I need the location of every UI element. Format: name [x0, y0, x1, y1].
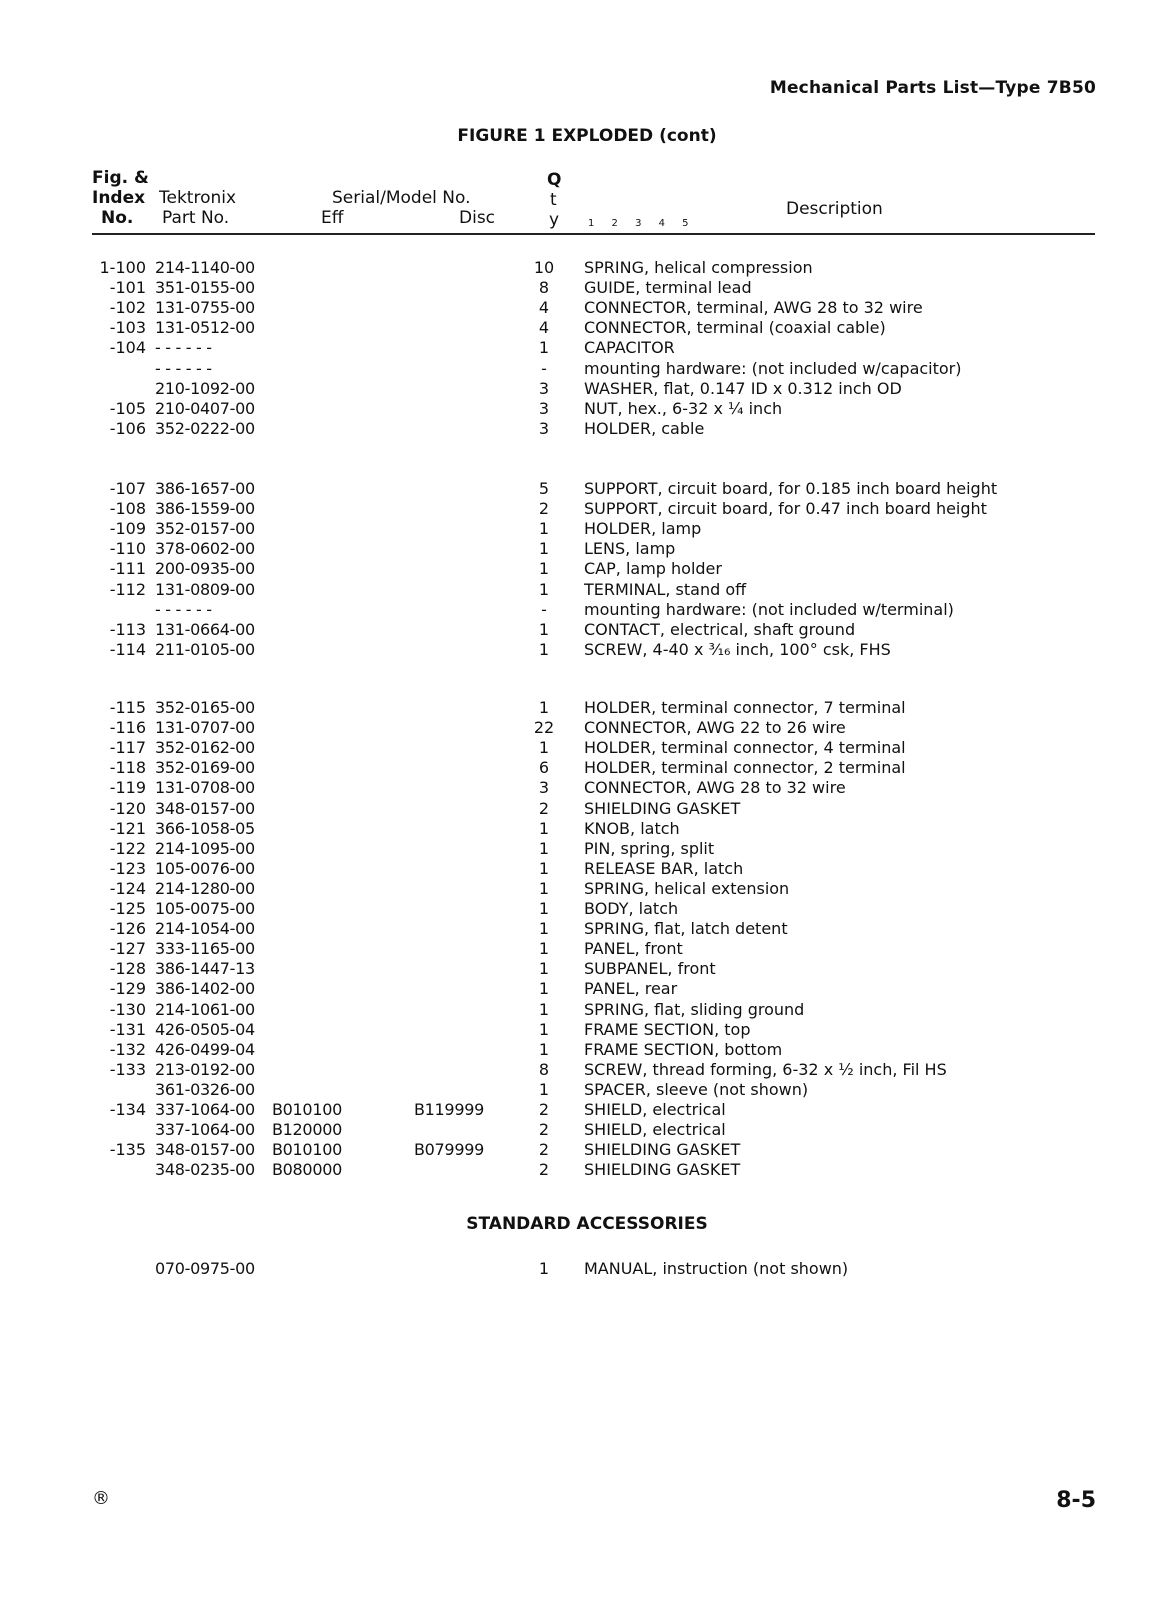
- part-number: 200-0935-00: [155, 559, 255, 579]
- table-row: [0, 539, 1174, 559]
- table-row: [0, 1160, 1174, 1180]
- quantity: 3: [538, 418, 550, 438]
- quantity: 1: [538, 639, 550, 659]
- table-row: [0, 859, 1174, 879]
- quantity: 2: [538, 1100, 550, 1119]
- index-number: -110: [109, 539, 146, 559]
- table-row: [0, 298, 1174, 318]
- index-number: -112: [109, 579, 146, 599]
- index-number: -103: [109, 318, 146, 338]
- quantity: 1: [538, 939, 550, 959]
- index-number: -135: [109, 1140, 146, 1160]
- quantity: 22: [533, 718, 555, 738]
- index-number: -109: [109, 519, 146, 539]
- part-number: 214-1054-00: [155, 919, 255, 939]
- table-row: [0, 640, 1174, 660]
- part-number: 352-0162-00: [155, 738, 255, 758]
- description: LENS, lamp: [584, 539, 676, 559]
- part-number: 131-0755-00: [155, 298, 255, 318]
- table-row: [0, 620, 1174, 640]
- part-number: - - - - - -: [155, 599, 212, 619]
- table-row: [0, 919, 1174, 939]
- part-number: 131-0664-00: [155, 619, 255, 639]
- part-number: 105-0076-00: [155, 858, 255, 878]
- description: RELEASE BAR, latch: [584, 858, 744, 878]
- description: BODY, latch: [584, 899, 679, 918]
- part-number: 348-0157-00: [155, 1140, 255, 1160]
- table-row: [0, 419, 1174, 439]
- table-row: [0, 318, 1174, 338]
- index-number: -119: [109, 778, 146, 798]
- part-number: 131-0512-00: [155, 318, 255, 338]
- table-row: [0, 879, 1174, 899]
- description: CONTACT, electrical, shaft ground: [584, 619, 856, 639]
- quantity: 1: [538, 1039, 550, 1059]
- part-number: 348-0235-00: [155, 1160, 255, 1180]
- header-part-no: Part No.: [162, 208, 230, 228]
- table-row: [0, 1000, 1174, 1020]
- part-number: 131-0809-00: [155, 579, 255, 599]
- table-row: [0, 1120, 1174, 1140]
- description: HOLDER, lamp: [584, 519, 702, 539]
- table-row: [0, 778, 1174, 798]
- description: GUIDE, terminal lead: [584, 278, 752, 298]
- index-number: -126: [109, 919, 146, 939]
- part-number: 131-0707-00: [155, 718, 255, 738]
- quantity: -: [541, 599, 547, 619]
- description: HOLDER, cable: [584, 418, 705, 438]
- description: TERMINAL, stand off: [584, 579, 747, 599]
- description: SPRING, flat, latch detent: [584, 919, 788, 939]
- part-number: 214-1061-00: [155, 999, 255, 1019]
- part-number: 070-0975-00: [155, 1259, 255, 1278]
- table-row: [0, 799, 1174, 819]
- description: MANUAL, instruction (not shown): [584, 1259, 849, 1278]
- quantity: 1: [538, 999, 550, 1019]
- description: PANEL, front: [584, 939, 683, 959]
- index-number: -111: [109, 559, 146, 579]
- quantity: 1: [538, 1019, 550, 1039]
- quantity: 2: [538, 798, 550, 818]
- quantity: 4: [538, 298, 550, 318]
- part-number: 213-0192-00: [155, 1059, 255, 1079]
- part-number: 337-1064-00: [155, 1120, 255, 1140]
- description: mounting hardware: (not included w/capacitor): [584, 358, 962, 378]
- quantity: -: [541, 358, 547, 378]
- quantity: 3: [538, 378, 550, 398]
- index-number: -115: [109, 698, 146, 717]
- part-number: 386-1447-13: [155, 959, 255, 979]
- index-number: -127: [109, 939, 146, 959]
- description: CONNECTOR, terminal, AWG 28 to 32 wire: [584, 298, 923, 318]
- index-number: -114: [109, 639, 146, 659]
- index-number: -106: [109, 418, 146, 438]
- quantity: 3: [538, 398, 550, 418]
- quantity: 1: [538, 519, 550, 539]
- index-number: -116: [109, 718, 146, 738]
- description: FRAME SECTION, top: [584, 1019, 751, 1039]
- table-row: [0, 1080, 1174, 1100]
- quantity: 2: [538, 1140, 550, 1160]
- part-number: 366-1058-05: [155, 818, 255, 838]
- part-number: 386-1657-00: [155, 479, 255, 498]
- table-row: [0, 718, 1174, 738]
- serial-eff: B010100: [272, 1100, 342, 1119]
- index-number: -102: [109, 298, 146, 318]
- table-row: [0, 1100, 1174, 1120]
- description: HOLDER, terminal connector, 4 terminal: [584, 738, 906, 758]
- quantity: 2: [538, 499, 550, 519]
- header-disc: Disc: [459, 208, 496, 228]
- part-number: 426-0499-04: [155, 1039, 255, 1059]
- figure-title: FIGURE 1 EXPLODED (cont): [457, 126, 717, 146]
- description: SUBPANEL, front: [584, 959, 716, 979]
- description: mounting hardware: (not included w/terminal): [584, 599, 954, 619]
- part-number: 131-0708-00: [155, 778, 255, 798]
- header-index-line2: Index: [92, 188, 146, 208]
- description: WASHER, flat, 0.147 ID x 0.312 inch OD: [584, 378, 902, 398]
- serial-eff: B080000: [272, 1160, 342, 1180]
- table-row: [0, 580, 1174, 600]
- quantity: 1: [538, 979, 550, 999]
- quantity: 8: [538, 1059, 550, 1079]
- part-number: 361-0326-00: [155, 1079, 255, 1099]
- description: SUPPORT, circuit board, for 0.47 inch board height: [584, 499, 987, 519]
- description: SCREW, thread forming, 6-32 x ½ inch, Fil HS: [584, 1059, 947, 1079]
- index-number: -108: [109, 499, 146, 519]
- quantity: 1: [538, 919, 550, 939]
- description: SPRING, flat, sliding ground: [584, 999, 805, 1019]
- serial-eff: B010100: [272, 1140, 342, 1160]
- quantity: 1: [538, 878, 550, 898]
- index-number: -113: [109, 619, 146, 639]
- part-number: 214-1140-00: [155, 258, 255, 277]
- description: CONNECTOR, AWG 28 to 32 wire: [584, 778, 846, 798]
- index-number: -124: [109, 878, 146, 898]
- description: PIN, spring, split: [584, 838, 715, 858]
- header-tektronix: Tektronix: [159, 188, 237, 208]
- description: SHIELDING GASKET: [584, 1160, 741, 1180]
- table-row: [0, 338, 1174, 358]
- quantity: 1: [538, 738, 550, 758]
- table-row: [0, 379, 1174, 399]
- footer-symbol: ®: [92, 1488, 110, 1509]
- description: SHIELD, electrical: [584, 1100, 726, 1119]
- serial-disc: B079999: [414, 1140, 484, 1160]
- description: SHIELDING GASKET: [584, 798, 741, 818]
- serial-eff: B120000: [272, 1120, 342, 1140]
- table-row: [0, 738, 1174, 758]
- header-fig-line1: Fig. &: [92, 168, 149, 188]
- part-number: 348-0157-00: [155, 798, 255, 818]
- header-qty-y: y: [549, 210, 560, 230]
- index-number: -120: [109, 798, 146, 818]
- index-number: -128: [109, 959, 146, 979]
- table-row: [0, 519, 1174, 539]
- quantity: 1: [538, 698, 550, 717]
- part-number: 333-1165-00: [155, 939, 255, 959]
- index-number: -107: [109, 479, 146, 498]
- index-number: -121: [109, 818, 146, 838]
- part-number: 210-1092-00: [155, 378, 255, 398]
- table-row: [0, 258, 1174, 278]
- quantity: 1: [538, 959, 550, 979]
- description: SPRING, helical compression: [584, 258, 813, 277]
- index-number: -131: [109, 1019, 146, 1039]
- index-number: -122: [109, 838, 146, 858]
- description: SHIELD, electrical: [584, 1120, 726, 1140]
- table-row: [0, 1060, 1174, 1080]
- table-row: [0, 1040, 1174, 1060]
- part-number: 378-0602-00: [155, 539, 255, 559]
- table-row: [0, 278, 1174, 298]
- quantity: 3: [538, 778, 550, 798]
- table-row: [0, 499, 1174, 519]
- quantity: 2: [538, 1120, 550, 1140]
- index-number: 1-100: [99, 258, 146, 277]
- table-row: [0, 939, 1174, 959]
- quantity: 5: [538, 479, 550, 498]
- quantity: 1: [538, 338, 550, 358]
- table-row: [0, 819, 1174, 839]
- quantity: 1: [538, 858, 550, 878]
- standard-accessories-title: STANDARD ACCESSORIES: [466, 1214, 708, 1234]
- description: FRAME SECTION, bottom: [584, 1039, 783, 1059]
- index-number: -129: [109, 979, 146, 999]
- header-indent-digits: 1 2 3 4 5: [588, 218, 696, 229]
- running-head: Mechanical Parts List—Type 7B50: [769, 78, 1096, 98]
- header-qty-q: Q: [547, 170, 562, 190]
- part-number: 386-1402-00: [155, 979, 255, 999]
- quantity: 2: [538, 1160, 550, 1180]
- description: SCREW, 4-40 x ³⁄₁₆ inch, 100° csk, FHS: [584, 639, 891, 659]
- quantity: 1: [538, 1079, 550, 1099]
- description: CONNECTOR, terminal (coaxial cable): [584, 318, 886, 338]
- part-number: 352-0165-00: [155, 698, 255, 717]
- description: SPRING, helical extension: [584, 878, 790, 898]
- header-serial-model: Serial/Model No.: [332, 188, 471, 208]
- header-no-line3: No.: [101, 208, 134, 228]
- quantity: 1: [538, 899, 550, 918]
- header-eff: Eff: [321, 208, 344, 228]
- description: HOLDER, terminal connector, 2 terminal: [584, 758, 906, 778]
- quantity: 1: [538, 1259, 550, 1278]
- description: CAPACITOR: [584, 338, 675, 358]
- index-number: -130: [109, 999, 146, 1019]
- part-number: 214-1095-00: [155, 838, 255, 858]
- quantity: 1: [538, 838, 550, 858]
- index-number: -105: [109, 398, 146, 418]
- index-number: -117: [109, 738, 146, 758]
- part-number: 211-0105-00: [155, 639, 255, 659]
- description: CAP, lamp holder: [584, 559, 722, 579]
- table-row: [0, 899, 1174, 919]
- table-row: [0, 758, 1174, 778]
- quantity: 1: [538, 579, 550, 599]
- part-number: 337-1064-00: [155, 1100, 255, 1119]
- part-number: 210-0407-00: [155, 398, 255, 418]
- quantity: 1: [538, 559, 550, 579]
- description: HOLDER, terminal connector, 7 terminal: [584, 698, 906, 717]
- serial-disc: B119999: [414, 1100, 484, 1119]
- quantity: 1: [538, 539, 550, 559]
- description: PANEL, rear: [584, 979, 678, 999]
- part-number: 352-0169-00: [155, 758, 255, 778]
- quantity: 4: [538, 318, 550, 338]
- table-row: [0, 359, 1174, 379]
- description: NUT, hex., 6-32 x ¼ inch: [584, 398, 783, 418]
- part-number: 214-1280-00: [155, 878, 255, 898]
- index-number: -123: [109, 858, 146, 878]
- index-number: -133: [109, 1059, 146, 1079]
- quantity: 10: [533, 258, 555, 277]
- part-number: 351-0155-00: [155, 278, 255, 298]
- table-row: [0, 698, 1174, 718]
- part-number: 426-0505-04: [155, 1019, 255, 1039]
- index-number: -101: [109, 278, 146, 298]
- quantity: 1: [538, 818, 550, 838]
- description: SPACER, sleeve (not shown): [584, 1079, 809, 1099]
- quantity: 8: [538, 278, 550, 298]
- part-number: - - - - - -: [155, 338, 212, 358]
- index-number: -134: [109, 1100, 146, 1119]
- header-rule: [92, 233, 1095, 235]
- index-number: -104: [109, 338, 146, 358]
- description: CONNECTOR, AWG 22 to 26 wire: [584, 718, 846, 738]
- part-number: - - - - - -: [155, 358, 212, 378]
- table-row: [0, 979, 1174, 999]
- table-row: [0, 600, 1174, 620]
- header-qty-t: t: [550, 190, 557, 210]
- table-row: [0, 479, 1174, 499]
- table-row: [0, 399, 1174, 419]
- table-row: [0, 1020, 1174, 1040]
- table-row: [0, 1140, 1174, 1160]
- index-number: -125: [109, 899, 146, 918]
- index-number: -132: [109, 1039, 146, 1059]
- table-row: [0, 839, 1174, 859]
- description: KNOB, latch: [584, 818, 680, 838]
- page-number: 8-5: [1056, 1488, 1096, 1513]
- part-number: 105-0075-00: [155, 899, 255, 918]
- description: SHIELDING GASKET: [584, 1140, 741, 1160]
- header-description: Description: [786, 199, 883, 219]
- quantity: 1: [538, 619, 550, 639]
- quantity: 6: [538, 758, 550, 778]
- table-row: [0, 1259, 1174, 1279]
- table-row: [0, 959, 1174, 979]
- table-row: [0, 559, 1174, 579]
- index-number: -118: [109, 758, 146, 778]
- part-number: 352-0222-00: [155, 418, 255, 438]
- part-number: 352-0157-00: [155, 519, 255, 539]
- part-number: 386-1559-00: [155, 499, 255, 519]
- description: SUPPORT, circuit board, for 0.185 inch board height: [584, 479, 998, 498]
